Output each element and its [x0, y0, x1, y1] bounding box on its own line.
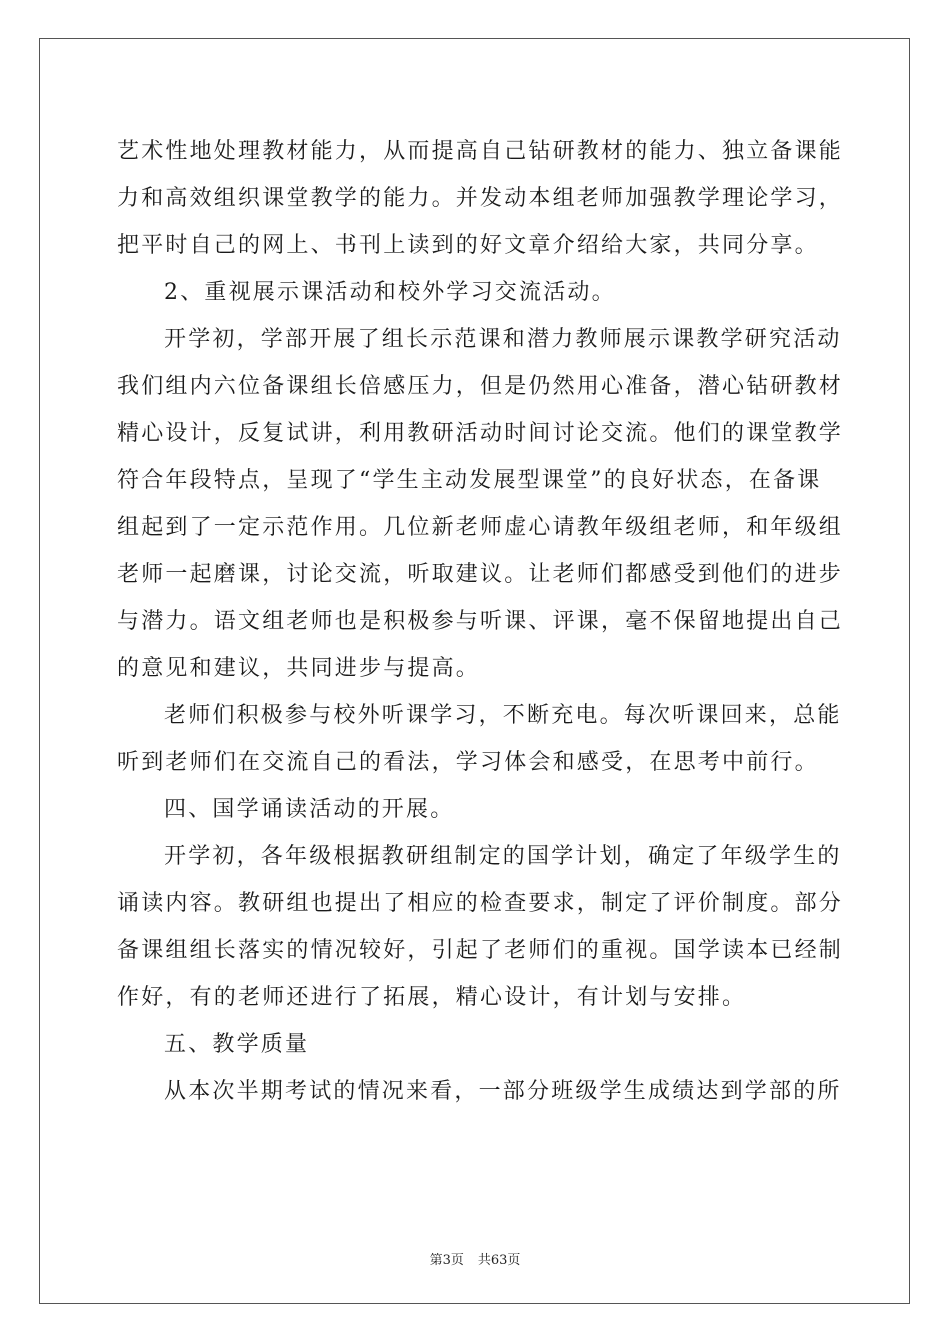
- text-line: 力和高效组织课堂教学的能力。并发动本组老师加强教学理论学习，: [117, 186, 844, 211]
- text-line: 老师一起磨课，讨论交流，听取建议。让老师们都感受到他们的进步: [117, 562, 844, 587]
- text-line: 与潜力。语文组老师也是积极参与听课、评课，毫不保留地提出自己: [117, 609, 844, 634]
- text-line: 诵读内容。教研组也提出了相应的检查要求，制定了评价制度。部分: [117, 891, 844, 916]
- text-line: 开学初，各年级根据教研组制定的国学计划，确定了年级学生的: [164, 844, 842, 869]
- section-heading: 五、教学质量: [164, 1032, 310, 1057]
- text-line: 开学初，学部开展了组长示范课和潜力教师展示课教学研究活动: [164, 327, 842, 352]
- text-line: 的意见和建议，共同进步与提高。: [117, 656, 481, 681]
- text-line: 我们组内六位备课组长倍感压力，但是仍然用心准备，潜心钻研教材: [117, 374, 844, 399]
- page-total: 共63页: [477, 1253, 521, 1268]
- text-line: 艺术性地处理教材能力，从而提高自己钻研教材的能力、独立备课能: [117, 139, 844, 164]
- text-line: 听到老师们在交流自己的看法，学习体会和感受，在思考中前行。: [117, 750, 819, 775]
- text-line: 精心设计，反复试讲，利用教研活动时间讨论交流。他们的课堂教学: [117, 421, 844, 446]
- text-line: 备课组组长落实的情况较好，引起了老师们的重视。国学读本已经制: [117, 938, 844, 963]
- text-line: 作好，有的老师还进行了拓展，精心设计，有计划与安排。: [117, 985, 747, 1010]
- section-heading: 2、重视展示课活动和校外学习交流活动。: [164, 280, 616, 305]
- page-footer: [0, 1249, 950, 1268]
- text-line: 从本次半期考试的情况来看，一部分班级学生成绩达到学部的所: [164, 1079, 842, 1104]
- text-line: 老师们积极参与校外听课学习，不断充电。每次听课回来，总能: [164, 703, 842, 728]
- page-number: 第3页: [429, 1253, 464, 1268]
- document-body: [117, 128, 844, 1115]
- text-line: 符合年段特点，呈现了“学生主动发展型课堂”的良好状态，在备课: [117, 468, 822, 493]
- text-line: 把平时自己的网上、书刊上读到的好文章介绍给大家，共同分享。: [117, 233, 819, 258]
- text-line: 组起到了一定示范作用。几位新老师虚心请教年级组老师，和年级组: [117, 515, 844, 540]
- section-heading: 四、国学诵读活动的开展。: [164, 797, 455, 822]
